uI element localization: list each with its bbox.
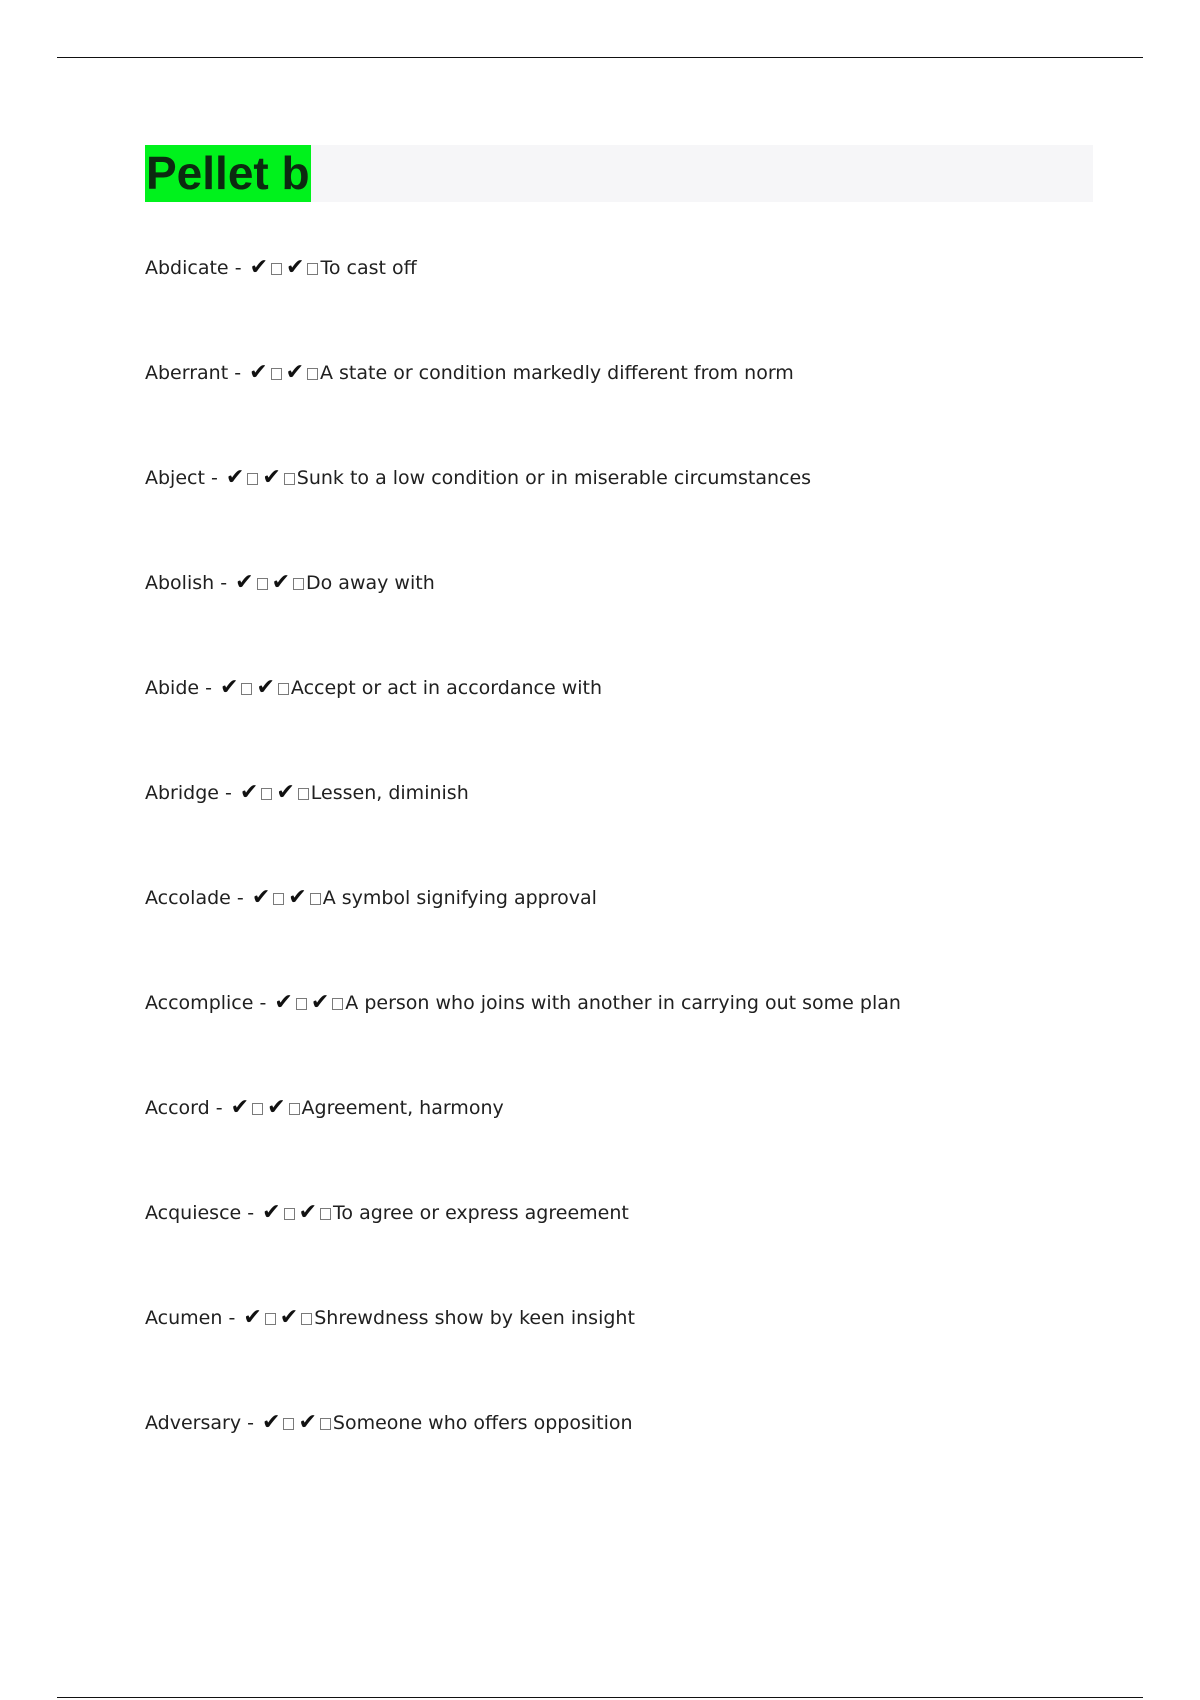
entry-separator: - — [228, 1307, 236, 1329]
bottom-rule — [57, 1697, 1143, 1698]
check-icon: ✔ — [276, 780, 295, 805]
check-icon: ✔ — [249, 360, 268, 385]
list-item — [145, 1406, 1125, 1511]
box-icon — [271, 368, 282, 380]
check-icon: ✔ — [271, 570, 291, 595]
entry-separator: - — [247, 1412, 254, 1434]
entry-term: Accord — [145, 1097, 210, 1119]
box-icon — [271, 263, 282, 275]
box-icon — [301, 1313, 312, 1325]
check-icon: ✔ — [230, 1095, 250, 1120]
entry-term: Aberrant — [145, 362, 229, 384]
list-item — [145, 461, 1125, 566]
entry-separator: - — [220, 572, 228, 594]
check-icon: ✔ — [279, 1305, 299, 1330]
check-icon: ✔ — [239, 780, 259, 805]
entry-definition: Sunk to a low condition or in miserable circumstances — [296, 467, 812, 489]
check-icon: ✔ — [220, 675, 239, 700]
box-icon — [332, 998, 343, 1010]
box-icon — [257, 578, 268, 590]
entry-separator: - — [247, 1202, 255, 1224]
box-icon — [293, 578, 304, 590]
entry-separator: - — [259, 992, 267, 1014]
check-icon: ✔ — [298, 1410, 317, 1435]
entry-term: Accomplice — [145, 992, 254, 1014]
box-icon — [241, 683, 252, 695]
box-icon — [283, 1418, 294, 1430]
entry-definition: To agree or express agreement — [333, 1202, 629, 1224]
check-icon: ✔ — [310, 990, 330, 1015]
box-icon — [247, 473, 258, 485]
box-icon — [320, 1208, 331, 1220]
check-icon: ✔ — [286, 255, 305, 280]
entry-definition: Accept or act in accordance with — [290, 677, 603, 699]
entry-separator: - — [234, 257, 242, 279]
box-icon — [265, 1313, 276, 1325]
entry-separator: - — [236, 887, 244, 909]
box-icon — [320, 1418, 331, 1430]
check-icon: ✔ — [288, 885, 307, 910]
entry-definition: Shrewdness show by keen insight — [314, 1307, 635, 1329]
box-icon — [310, 893, 321, 905]
list-item — [145, 566, 1125, 671]
entry-definition: Do away with — [306, 572, 435, 594]
entry-separator: - — [234, 362, 242, 384]
check-icon: ✔ — [262, 1410, 281, 1435]
entry-term: Abdicate — [145, 257, 229, 279]
entry-definition: A state or condition markedly different from norm — [320, 362, 794, 384]
entry-definition: A person who joins with another in carrying out some plan — [345, 992, 901, 1014]
entry-term: Acumen — [145, 1307, 223, 1329]
check-icon: ✔ — [243, 1305, 262, 1330]
box-icon — [284, 1208, 295, 1220]
top-rule — [57, 57, 1143, 58]
check-icon: ✔ — [298, 1200, 318, 1225]
box-icon — [289, 1103, 300, 1115]
box-icon — [307, 263, 318, 275]
check-icon: ✔ — [285, 360, 304, 385]
box-icon — [252, 1103, 263, 1115]
entry-definition: To cast off — [320, 257, 417, 279]
list-item — [145, 776, 1125, 881]
check-icon: ✔ — [225, 465, 245, 490]
check-icon: ✔ — [249, 255, 269, 280]
box-icon — [273, 893, 284, 905]
check-icon: ✔ — [251, 885, 271, 910]
box-icon — [261, 788, 272, 800]
entry-term: Adversary — [145, 1412, 242, 1434]
box-icon — [307, 368, 318, 380]
entry-definition: Someone who offers opposition — [332, 1412, 633, 1434]
check-icon: ✔ — [235, 570, 254, 595]
list-item — [145, 251, 1125, 356]
entry-separator: - — [210, 467, 218, 489]
entry-definition: Lessen, diminish — [310, 782, 469, 804]
entry-term: Accolade — [145, 887, 231, 909]
list-item — [145, 1196, 1125, 1301]
list-item — [145, 671, 1125, 776]
entry-definition: A symbol signifying approval — [322, 887, 597, 909]
list-item — [145, 881, 1125, 986]
entry-term: Acquiesce — [145, 1202, 242, 1224]
entry-separator: - — [215, 1097, 223, 1119]
entry-term: Abide — [145, 677, 200, 699]
box-icon — [296, 998, 307, 1010]
check-icon: ✔ — [256, 675, 275, 700]
entry-term: Abolish — [145, 572, 215, 594]
check-icon: ✔ — [267, 1095, 286, 1120]
list-item — [145, 986, 1125, 1091]
box-icon — [298, 788, 309, 800]
check-icon: ✔ — [262, 1200, 281, 1225]
entry-separator: - — [225, 782, 232, 804]
check-icon: ✔ — [262, 465, 281, 490]
page-title: Pellet b — [145, 145, 311, 202]
box-icon — [284, 473, 295, 485]
entry-term: Abridge — [145, 782, 219, 804]
entry-separator: - — [205, 677, 212, 699]
list-item — [145, 1091, 1125, 1196]
entry-term: Abject — [145, 467, 205, 489]
list-item — [145, 1301, 1125, 1406]
glossary-list — [145, 251, 1125, 1511]
entry-definition: Agreement, harmony — [301, 1097, 504, 1119]
box-icon — [278, 683, 289, 695]
list-item — [145, 356, 1125, 461]
check-icon: ✔ — [274, 990, 293, 1015]
